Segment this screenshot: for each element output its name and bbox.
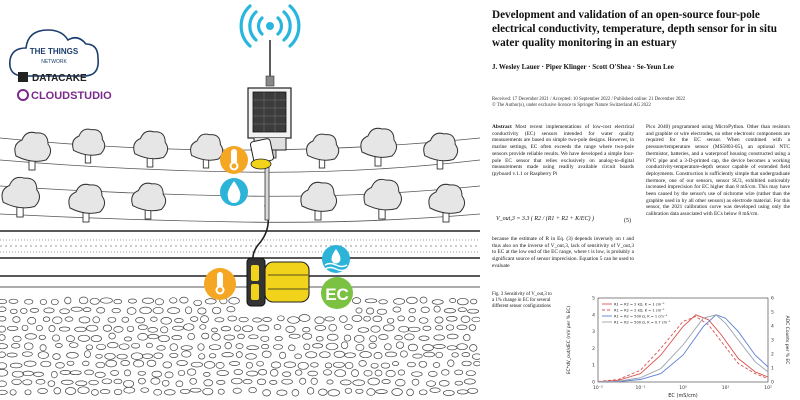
y2-tick-label: 0	[771, 380, 774, 386]
tree	[73, 129, 105, 163]
mount-pole	[265, 160, 269, 220]
x-tick-label: 10²	[764, 386, 772, 391]
sensitivity-chart	[558, 290, 796, 400]
y2-tick-label: 6	[771, 296, 774, 302]
equation-5: V_out,3 = 3.3 ( R2 / (R1 + R2 + K/EC) )	[496, 216, 594, 222]
tree	[307, 134, 339, 168]
cloudstudio-logo	[18, 90, 112, 102]
y2-tick-label: 1	[771, 366, 774, 372]
y-tick-label: 0	[592, 380, 595, 386]
tree	[2, 177, 40, 217]
svg-text:DATACAKE: DATACAKE	[32, 73, 87, 84]
water-level-icon	[322, 245, 350, 273]
y2-tick-label: 5	[771, 310, 774, 316]
abstract	[492, 124, 634, 178]
y2-axis-label: ADC Counts per % EC	[784, 315, 789, 365]
y2-tick-label: 3	[771, 338, 774, 344]
y-tick-label: 3	[592, 330, 595, 336]
legend-label: R1 = R2 = 2 kΩ, K = 1 cm⁻¹	[614, 302, 665, 307]
y2-tick-label: 4	[771, 324, 774, 330]
body-text-right: Pico 2040) programmed using MicroPython. Other than resistors and graphite or wire electrodes, no other electronic components are required for the EC sensor. When combined with a pressure/temperature sensor (MS5803-05), an optional NTC thermistor, batteries, and a waterproof housing constructed using a PVC pipe and a 3-D-printed cap, the device becomes a working conductivity-temperature-depth sensor capable of extended field deployments. Construction is sufficiently simple that undergraduate thermore, one of our sensors, sensor SU3, exhibited noticeably increased imprecision for EC higher than 8 mS/cm. This may have been caused by the sensor's use of nichrome wire (rather than the graphite used in by all other sensors) as electrode material. For this sensor, the 2021 calibration curve was developed using only the calibration data associated with ECs below 8 mS/cm.	[646, 124, 790, 218]
grass	[0, 240, 480, 252]
tree	[364, 179, 402, 219]
y2-tick-label: 2	[771, 352, 774, 358]
thermometer-icon-lower	[204, 268, 236, 300]
y-tick-label: 1	[592, 363, 595, 369]
body-text-left: because the estimate of R in Eq. (3) depends inversely on t and thus also on the inverse of V_out,3, lack of sensitivity of V_out,3 to EC at the low end of the EC range, where t is low, is probably a significant source of sensor imprecision. Equation 5 can be used to evaluate	[492, 236, 634, 269]
air-sensor-probe	[250, 138, 274, 169]
tree	[69, 184, 105, 222]
y-tick-label: 5	[592, 296, 595, 302]
tree	[361, 128, 397, 166]
abstract-text: Most recent implementations of low-cost electrical conductivity (EC) sensors intended for water quality measurements are based on simple two-pole designs. However, in marine settings, EC often exceeds the range where two-pole sensors provide reliable results. We have developed a simple four-pole EC sensor that relies exclusively on analog-to-digital measurements made using readily available circuit boards (pyboard v.1.1 or Raspberry Pi	[492, 124, 634, 177]
ec-icon	[321, 277, 353, 309]
figure-caption: Fig. 3 Sensitivity of V_out,3 to a 1% change in EC for several different sensor configurations	[492, 292, 552, 309]
the-things-network-logo	[10, 30, 98, 76]
legend-label: R1 = R2 = 500 Ω, K = 1 cm⁻¹	[614, 314, 668, 319]
ground-layers	[0, 231, 480, 287]
legend-label: R1 = R2 = 2 kΩ, K = 1 cm⁻¹	[614, 308, 665, 313]
y-axis-label: EC*dV_out/dEC (mV per % EC)	[567, 305, 572, 375]
x-axis-label: EC (mS/cm)	[668, 393, 698, 399]
svg-text:CLOUDSTUDIO: CLOUDSTUDIO	[31, 90, 112, 102]
water-drop-icon	[220, 178, 248, 206]
svg-text:NETWORK: NETWORK	[41, 59, 67, 65]
equation-number: (5)	[624, 218, 631, 224]
x-tick-label: 10¹	[721, 386, 730, 391]
abstract-label: Abstract	[492, 124, 512, 130]
trees	[2, 128, 465, 222]
x-tick-label: 10⁰	[679, 386, 687, 391]
tree	[301, 182, 337, 220]
soil-pebbles	[0, 297, 480, 396]
y-tick-label: 4	[592, 313, 595, 319]
ctd-probe	[247, 258, 309, 306]
tree	[134, 131, 168, 167]
svg-text:EC: EC	[325, 285, 349, 304]
y-tick-label: 2	[592, 346, 595, 352]
tree	[191, 134, 223, 168]
tree	[15, 132, 51, 170]
paper-page	[480, 0, 800, 400]
x-tick-label: 10⁻²	[593, 386, 603, 391]
received-dates: Received: 17 December 2021 / Accepted: 10 September 2022 / Published online: 21 December 2022	[492, 97, 686, 102]
paper-authors: J. Wesley Lauer · Piper Klinger · Scott O'Shea · Se-Yeun Lee	[492, 63, 674, 71]
paper-title: Development and validation of an open-source four-pole electrical conductivity, temperature, depth sensor for in situ water quality monitoring in an estuary	[492, 9, 777, 49]
paper-dates	[492, 97, 792, 109]
x-tick-label: 10⁻¹	[635, 386, 646, 391]
thermometer-icon	[220, 146, 248, 174]
copyright: © The Author(s), under exclusive licence to Springer Nature Switzerland AG 2022	[492, 103, 651, 108]
tree	[424, 133, 458, 169]
svg-text:THE THINGS: THE THINGS	[29, 47, 79, 56]
tree	[132, 183, 166, 219]
legend-label: R1 = R2 = 500 Ω, K = 0.7 cm⁻¹	[614, 320, 671, 325]
